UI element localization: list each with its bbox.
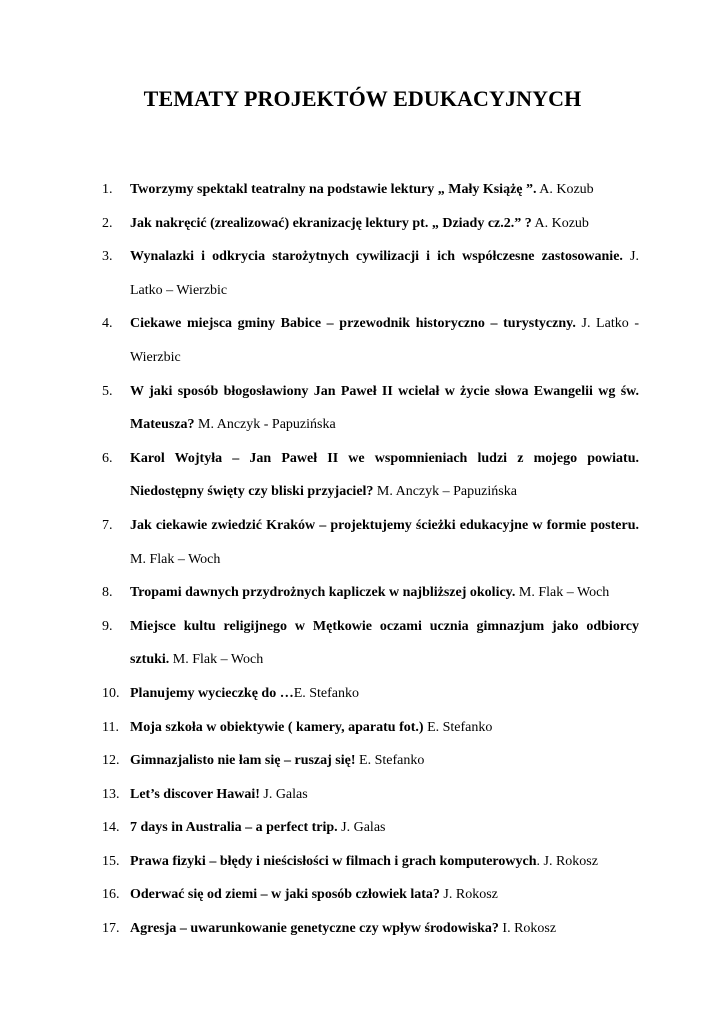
item-text — [130, 845, 639, 879]
item-number: 6. — [102, 450, 113, 466]
item-topic: Miejsce kultu religijnego w Mętkowie oczami ucznia gimnazjum jako odbiorcy sztuki. — [130, 618, 639, 668]
item-text — [130, 912, 639, 946]
item-topic: Moja szkoła w obiektywie ( kamery, aparatu fot.) — [130, 719, 424, 735]
item-text — [130, 576, 639, 610]
item-number: 16. — [102, 887, 120, 903]
item-author: E. Stefanko — [423, 719, 493, 735]
item-author: M. Anczyk - Papuzińska — [194, 417, 336, 433]
item-number: 17. — [102, 921, 120, 937]
item-topic: Tropami dawnych przydrożnych kapliczek w najbliższej okolicy. — [130, 585, 516, 601]
topic-list — [102, 173, 639, 946]
item-text — [130, 711, 639, 745]
item-number: 12. — [102, 753, 120, 769]
item-text — [130, 375, 639, 442]
item-topic: Jak ciekawie zwiedzić Kraków – projektujemy ścieżki edukacyjne w formie posteru. — [130, 517, 639, 533]
item-author: I. Rokosz — [498, 921, 557, 937]
list-item — [102, 240, 639, 307]
list-item — [102, 778, 639, 812]
item-number: 1. — [102, 182, 113, 197]
list-item — [102, 375, 639, 442]
list-item — [102, 442, 639, 509]
list-item — [102, 307, 639, 374]
item-text — [130, 442, 639, 509]
item-topic: Jak nakręcić (zrealizować) ekranizację lektury pt. „ Dziady cz.2.” ? — [130, 215, 532, 231]
item-topic: Prawa fizyki – błędy i nieścisłości w filmach i grach komputerowych — [130, 853, 537, 869]
item-number: 11. — [102, 719, 119, 735]
item-number: 14. — [102, 820, 120, 836]
item-text — [130, 307, 639, 374]
list-item — [102, 744, 639, 778]
item-text — [130, 811, 639, 845]
item-text — [130, 509, 639, 576]
item-author: A. Kozub — [531, 215, 589, 231]
item-text — [130, 744, 639, 778]
item-topic: Gimnazjalisto nie łam się – ruszaj się! — [130, 753, 356, 769]
item-text — [130, 778, 639, 812]
item-author: E. Stefanko — [355, 753, 425, 769]
item-text — [130, 207, 639, 241]
item-number: 7. — [102, 517, 113, 533]
item-topic: W jaki sposób błogosławiony Jan Paweł II wcielał w życie słowa Ewangelii wg św. Mateusza? — [130, 383, 639, 433]
item-number: 5. — [102, 383, 113, 399]
item-topic: 7 days in Australia – a perfect trip. — [130, 820, 338, 836]
list-item — [102, 811, 639, 845]
item-topic: Oderwać się od ziemi – w jaki sposób człowiek lata? — [130, 887, 440, 903]
item-topic: Planujemy wycieczkę do … — [130, 685, 294, 701]
list-item — [102, 207, 639, 241]
list-item — [102, 576, 639, 610]
item-author: A. Kozub — [536, 182, 594, 197]
item-author: M. Flak – Woch — [169, 652, 264, 668]
item-number: 3. — [102, 249, 113, 265]
list-item — [102, 509, 639, 576]
item-text — [130, 878, 639, 912]
item-topic: Ciekawe miejsca gminy Babice – przewodnik historyczno – turystyczny. — [130, 316, 576, 332]
list-item — [102, 173, 639, 207]
item-topic: Agresja – uwarunkowanie genetyczne czy wpływ środowiska? — [130, 921, 499, 937]
list-item — [102, 610, 639, 677]
item-text — [130, 677, 639, 711]
item-topic: Tworzymy spektakl teatralny na podstawie lektury „ Mały Książę ”. — [130, 182, 537, 197]
item-number: 4. — [102, 316, 113, 332]
item-author: J. Galas — [337, 820, 386, 836]
list-item — [102, 912, 639, 946]
item-number: 2. — [102, 215, 113, 231]
item-topic: Wynalazki i odkrycia starożytnych cywilizacji i ich współczesne zastosowanie. — [130, 249, 623, 265]
item-topic: Karol Wojtyła – Jan Paweł II we wspomnieniach ludzi z mojego powiatu. Niedostępny święty czy bliski przyjaciel? — [130, 450, 639, 500]
item-text — [130, 240, 639, 307]
item-number: 8. — [102, 585, 113, 601]
item-text — [130, 610, 639, 677]
item-author: M. Flak – Woch — [130, 551, 221, 567]
item-number: 9. — [102, 618, 113, 634]
list-item — [102, 711, 639, 745]
item-author: J. Latko - Wierzbic — [130, 316, 639, 365]
item-text — [130, 173, 639, 207]
list-item — [102, 878, 639, 912]
item-author: E. Stefanko — [293, 685, 360, 701]
item-author: J. Latko – Wierzbic — [130, 249, 639, 298]
item-number: 10. — [102, 685, 120, 701]
item-author: M. Flak – Woch — [515, 585, 610, 601]
item-author: J. Galas — [259, 786, 308, 802]
item-number: 13. — [102, 786, 120, 802]
item-topic: Let’s discover Hawai! — [130, 786, 260, 802]
list-item — [102, 845, 639, 879]
item-author: M. Anczyk – Papuzińska — [373, 484, 517, 500]
item-author: . J. Rokosz — [536, 853, 598, 869]
item-number: 15. — [102, 853, 120, 869]
list-item — [102, 677, 639, 711]
item-author: J. Rokosz — [439, 887, 498, 903]
page-title: TEMATY PROJEKTÓW EDUKACYJNYCH — [143, 86, 582, 111]
